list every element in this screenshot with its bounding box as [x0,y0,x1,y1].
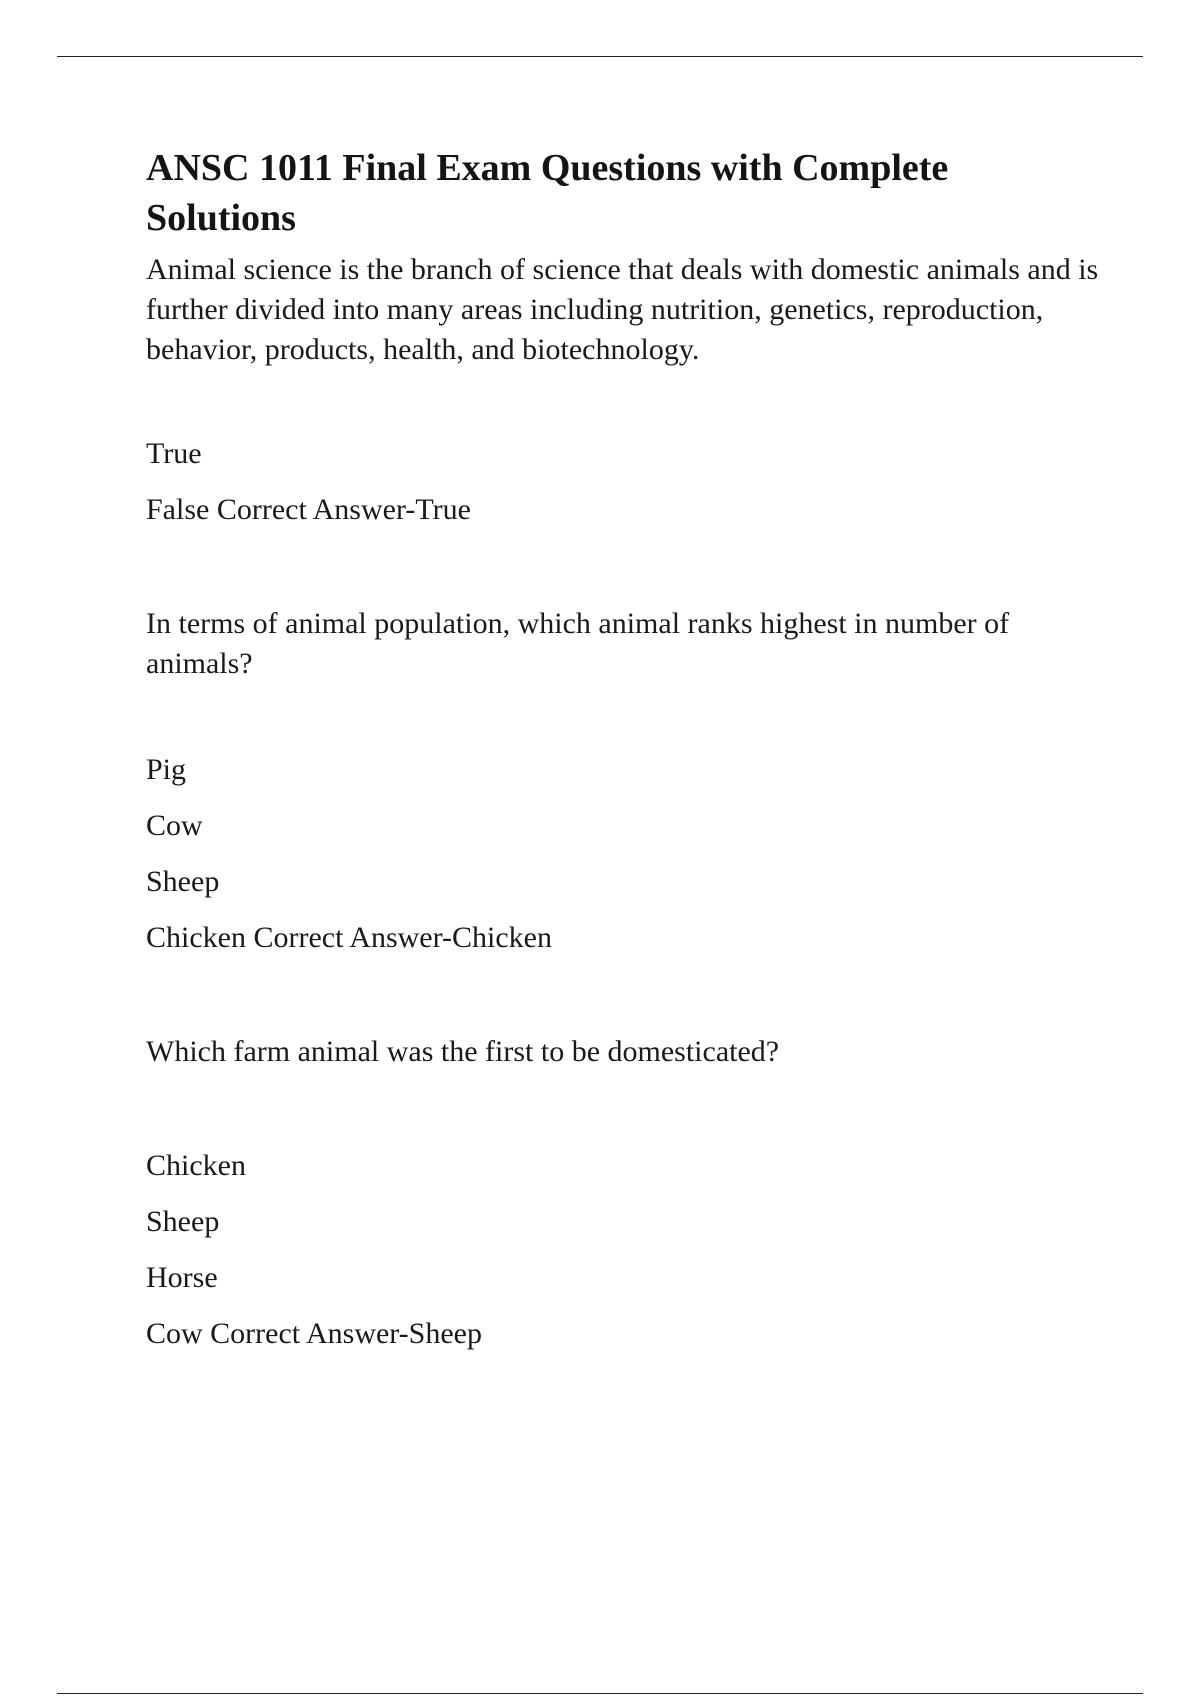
question-1-option-1: True [146,437,202,470]
question-3-option-1: Chicken [146,1149,246,1182]
question-3-option-4: Cow Correct Answer-Sheep [146,1317,482,1350]
question-3-text: Which farm animal was the first to be domesticated? [146,1035,780,1068]
footer-rule [57,1693,1143,1694]
question-2-option-4: Chicken Correct Answer-Chicken [146,921,552,954]
header-rule [57,56,1143,57]
question-3-option-2: Sheep [146,1205,220,1238]
question-1-option-2: False Correct Answer-True [146,493,471,526]
question-2-option-1: Pig [146,753,187,786]
document-body [146,143,1106,1354]
question-2-text: In terms of animal population, which animal ranks highest in number of animals? [146,607,1010,680]
document-title: ANSC 1011 Final Exam Questions with Complete Solutions [146,147,949,239]
question-2-option-2: Cow [146,809,203,842]
question-1-text: Animal science is the branch of science that deals with domestic animals and is further divided into many areas including nutrition, genetics, reproduction, behavior, products, health, and biotechnology. [146,253,1099,366]
question-2-option-3: Sheep [146,865,220,898]
question-3-option-3: Horse [146,1261,218,1294]
